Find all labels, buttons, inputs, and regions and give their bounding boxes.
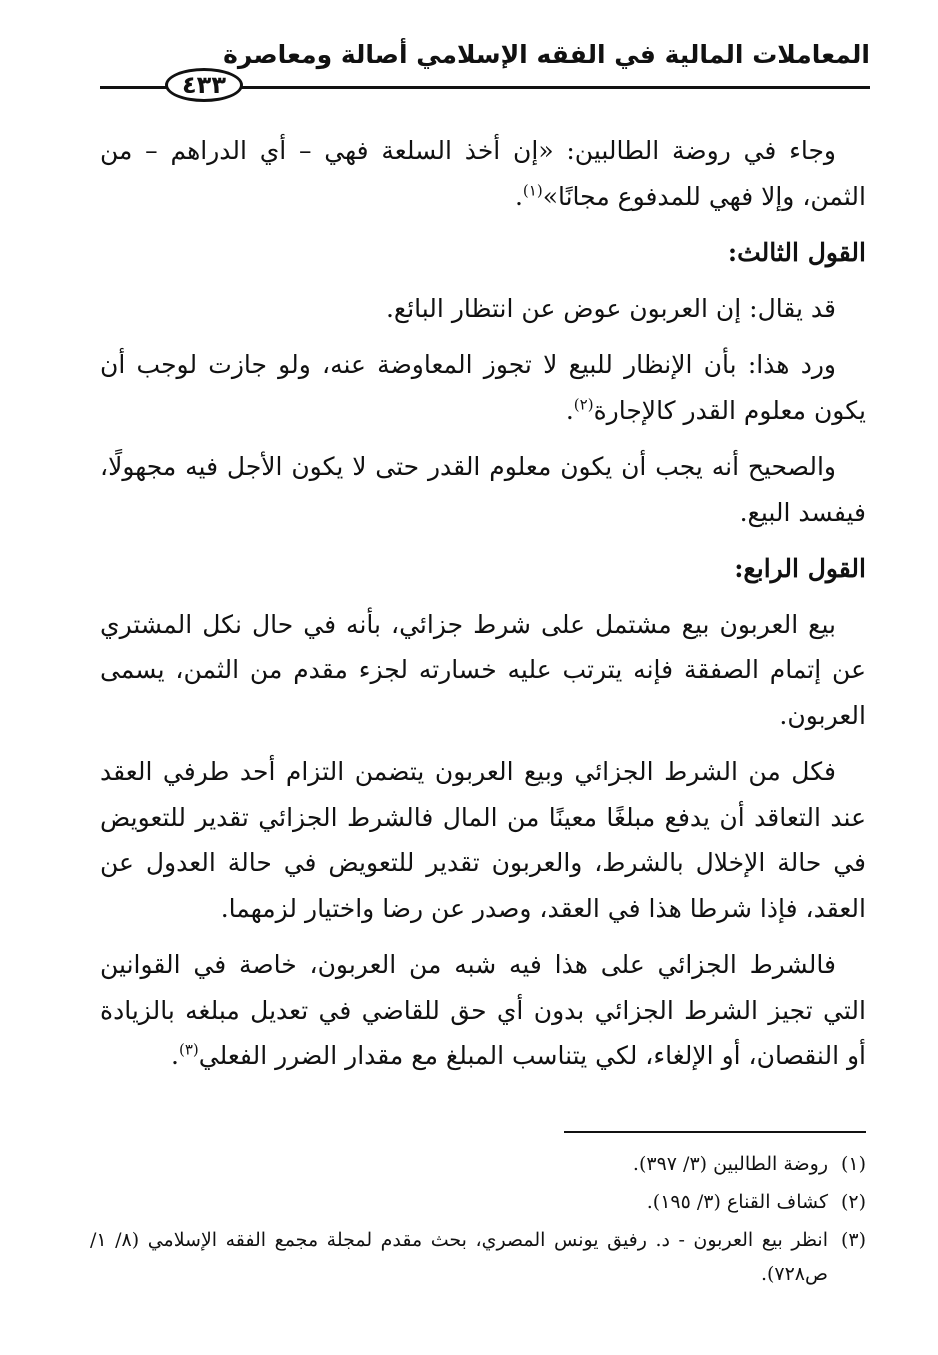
footnote-number: (١) <box>840 1153 866 1175</box>
section-heading-fourth-opinion: القول الرابع: <box>734 554 866 583</box>
footnote-text: كشاف القناع (٣/ ١٩٥). <box>646 1191 828 1213</box>
footnote-text: انظر بيع العربون - د. رفيق يونس المصري، بحث مقدم لمجلة مجمع الفقه الإسلامي (٨/ ١/ ص٧٢٨). <box>90 1229 828 1285</box>
paragraph-rebuttal <box>100 342 866 433</box>
footnote-ref-3: (٣) <box>178 1040 199 1059</box>
paragraph-penalty-clause: فكل من الشرط الجزائي وبيع العربون يتضمن التزام أحد طرفي العقد عند التعاقد أن يدفع مبلغًا معينًا من المال فالشرط الجزائي تقدير للتعويض في حالة الإخلال بالشرط، والعربون تقدير للتعويض في حالة العدول عن العقد، فإذا شرطا هذا في العقد، وصدر عن رضا واختيار لزمهما. <box>100 757 866 923</box>
paragraph-text: فالشرط الجزائي على هذا فيه شبه من العربون، خاصة في القوانين التي تجيز الشرط الجزائي بدون أي حق للقاضي في تعديل مبلغه بالزيادة أو النقصان، أو الإلغاء، لكي يتناسب المبلغ مع مقدار الضرر الفعلي <box>100 950 866 1070</box>
paragraph-end: . <box>171 1041 179 1070</box>
footnote-1 <box>90 1147 866 1181</box>
footnote-number: (٣) <box>840 1229 866 1251</box>
footnote-ref-2: (٢) <box>573 395 594 414</box>
footnotes <box>90 1147 866 1295</box>
footnote-number: (٢) <box>840 1191 866 1213</box>
paragraph-third-opinion: قد يقال: إن العربون عوض عن انتظار البائع. <box>385 293 836 323</box>
paragraph-text: وجاء في روضة الطالبين: «إن أخذ السلعة فهي – أي الدراهم – من الثمن، وإلا فهي للمدفوع مجانًا» <box>100 136 866 211</box>
page-number: ٤٣٣ <box>165 68 243 102</box>
paragraph-penalty-similarity <box>100 942 866 1079</box>
paragraph-rawdat-quote <box>100 128 866 219</box>
paragraph-fourth-opinion: بيع العربون بيع مشتمل على شرط جزائي، بأنه في حال نكل المشتري عن إتمام الصفقة فإنه يترتب عليه خسارته لجزء مقدم من الثمن، يسمى العربون. <box>100 609 866 730</box>
paragraph-end: . <box>565 395 574 425</box>
paragraph-end: . <box>514 181 523 211</box>
footnote-text: روضة الطالبين (٣/ ٣٩٧). <box>632 1153 828 1175</box>
footnote-2 <box>90 1185 866 1219</box>
paragraph-correct-view: والصحيح أنه يجب أن يكون معلوم القدر حتى لا يكون الأجل فيه مجهولًا، فيفسد البيع. <box>100 452 866 527</box>
main-text <box>100 128 866 1090</box>
footnote-separator <box>564 1131 866 1133</box>
section-heading-third-opinion: القول الثالث: <box>727 238 866 267</box>
paragraph-text: ورد هذا: بأن الإنظار للبيع لا تجوز المعاوضة عنه، ولو جازت لوجب أن يكون معلوم القدر كالإجارة <box>100 350 866 425</box>
footnote-3 <box>90 1223 866 1291</box>
footnote-ref-1: (١) <box>522 181 543 200</box>
running-header-title: المعاملات المالية في الفقه الإسلامي أصالة ومعاصرة <box>223 40 870 69</box>
